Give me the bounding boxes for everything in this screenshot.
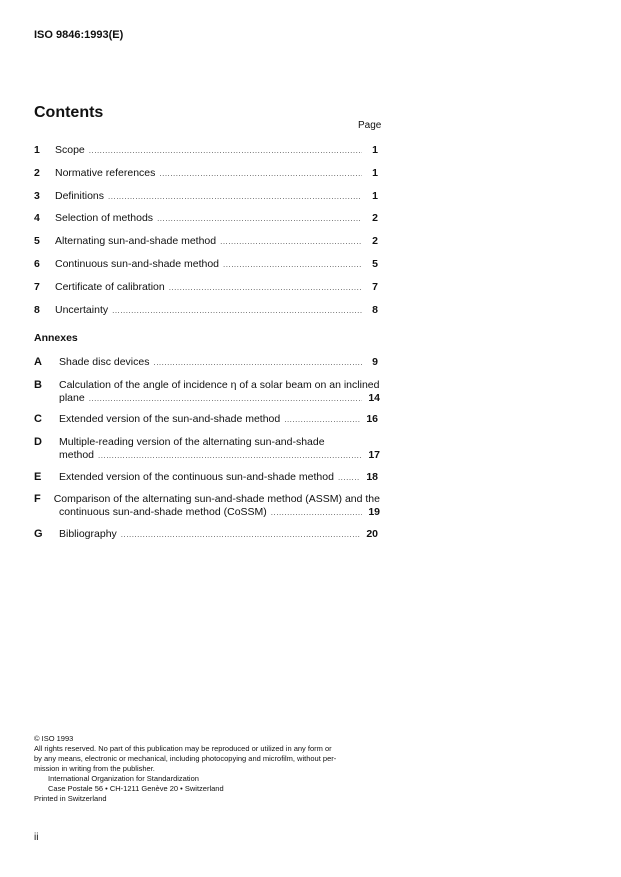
toc-entry-6[interactable] [34,258,378,271]
annex-entry-g[interactable] [34,528,378,541]
toc-page: 1 [372,167,378,179]
annex-letter: F [34,493,41,505]
toc-number: 6 [34,258,40,270]
leader-dots [89,392,363,405]
copyright-notice [34,734,384,804]
annex-label-line1: Calculation of the angle of incidence η of a solar beam on an inclined [59,379,380,391]
page-number: ii [34,832,39,843]
toc-number: 2 [34,167,40,179]
copyright-line: © ISO 1993 [34,734,74,743]
leader-dots [112,304,362,317]
toc-label: Scope [55,144,85,156]
toc-number: 3 [34,190,40,202]
leader-dots [271,506,363,519]
leader-dots [89,144,362,157]
leader-dots [223,258,362,271]
annex-entry-e[interactable] [34,471,378,484]
toc-label: Definitions [55,190,105,202]
toc-page: 1 [372,190,378,202]
annex-letter: G [34,528,43,540]
organization-address: Case Postale 56 • CH-1211 Genève 20 • Switzerland [48,784,224,793]
page-column-label: Page [358,120,382,131]
document-id: ISO 9846:1993(E) [34,29,124,41]
printed-in: Printed in Switzerland [34,794,107,803]
annexes-heading: Annexes [34,332,78,344]
toc-number: 8 [34,304,40,316]
toc-page: 2 [372,235,378,247]
annex-page: 19 [368,506,380,518]
annex-label: Shade disc devices [59,356,150,368]
toc-page: 2 [372,212,378,224]
toc-label: Continuous sun-and-shade method [55,258,220,270]
annex-label: Extended version of the sun-and-shade method [59,413,281,425]
toc-label: Certificate of calibration [55,281,165,293]
annex-page: 9 [372,356,378,368]
toc-number: 4 [34,212,40,224]
toc-label: Selection of methods [55,212,154,224]
leader-dots [338,471,360,484]
annex-entry-d[interactable] [34,436,380,462]
annex-entry-b[interactable] [34,379,380,405]
annex-label: Extended version of the continuous sun-and-shade method [59,471,334,483]
annex-entry-a[interactable] [34,356,378,369]
annex-entry-c[interactable] [34,413,378,426]
toc-entry-4[interactable] [34,212,378,225]
toc-entry-3[interactable] [34,190,378,203]
leader-dots [153,356,362,369]
toc-label: Alternating sun-and-shade method [55,235,217,247]
leader-dots [108,190,362,203]
toc-number: 7 [34,281,40,293]
annex-letter: C [34,413,42,425]
toc-number: 1 [34,144,40,156]
toc-entry-7[interactable] [34,281,378,294]
leader-dots [169,281,362,294]
annex-label-line2: plane [59,392,85,404]
annex-letter: E [34,471,42,483]
leader-dots [121,528,361,541]
annex-label-line2: method [59,449,95,461]
rights-line-2: by any means, electronic or mechanical, including photocopying and microfilm, without per- [34,754,337,763]
toc-number: 5 [34,235,40,247]
annex-page: 20 [366,528,378,540]
leader-dots [284,413,360,426]
toc-label: Normative references [55,167,156,179]
annex-page: 16 [366,413,378,425]
toc-entry-5[interactable] [34,235,378,248]
annex-label-line2: continuous sun-and-shade method (CoSSM) [59,506,267,518]
annex-page: 18 [366,471,378,483]
toc-page: 5 [372,258,378,270]
annex-page: 17 [368,449,380,461]
toc-page: 8 [372,304,378,316]
annex-label: Bibliography [59,528,117,540]
annex-page: 14 [368,392,380,404]
annex-label-line1: Comparison of the alternating sun-and-shade method (ASSM) and the [53,493,380,505]
toc-entry-1[interactable] [34,144,378,157]
toc-entry-8[interactable] [34,304,378,317]
annex-letter: D [34,436,42,448]
rights-line-3: mission in writing from the publisher. [34,764,155,773]
annex-letter: A [34,356,42,368]
leader-dots [157,212,362,225]
annex-letter: B [34,379,42,391]
contents-title: Contents [34,104,104,121]
annex-entry-f[interactable] [34,493,380,519]
organization-name: International Organization for Standardization [48,774,199,783]
rights-line-1: All rights reserved. No part of this publication may be reproduced or utilized in any form or [34,744,332,753]
annex-label-line1: Multiple-reading version of the alternating sun-and-shade [59,436,325,448]
toc-page: 1 [372,144,378,156]
leader-dots [159,167,362,180]
leader-dots [220,235,362,248]
toc-label: Uncertainty [55,304,109,316]
toc-entry-2[interactable] [34,167,378,180]
leader-dots [98,449,362,462]
toc-page: 7 [372,281,378,293]
